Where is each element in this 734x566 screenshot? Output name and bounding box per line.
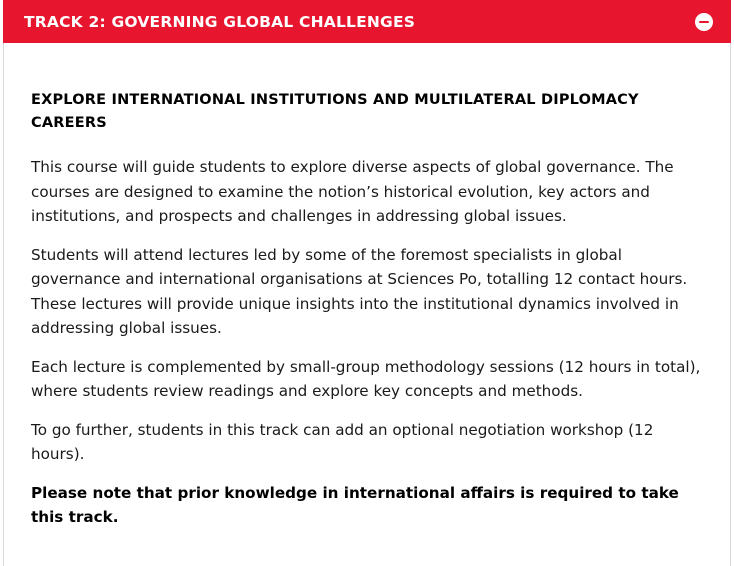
paragraph-methodology: Each lecture is complemented by small-group methodology sessions (12 hours in total), where students review readings and explore key concepts and methods.	[31, 357, 701, 400]
accordion-body	[31, 89, 711, 530]
prerequisite-note: Please note that prior knowledge in international affairs is required to take this track.	[31, 483, 679, 526]
collapse-minus-icon[interactable]	[695, 13, 713, 31]
accordion-title: TRACK 2: GOVERNING GLOBAL CHALLENGES	[24, 12, 416, 31]
paragraph-lectures: Students will attend lectures led by some of the foremost specialists in global governance and international organisations at Sciences Po, totalling 12 contact hours. These lectures will provide unique insights into the institutional dynamics involved in addressing global issues.	[31, 245, 688, 337]
paragraph-workshop: To go further, students in this track can add an optional negotiation workshop (12 hours).	[31, 420, 654, 463]
section-subtitle: EXPLORE INTERNATIONAL INSTITUTIONS AND MULTILATERAL DIPLOMACY CAREERS	[31, 92, 639, 131]
accordion-header[interactable]	[3, 0, 731, 43]
paragraph-intro: This course will guide students to explore diverse aspects of global governance. The courses are designed to examine the notion’s historical evolution, key actors and institutions, and prospects and challenges in addressing global issues.	[31, 158, 674, 225]
track-accordion	[3, 0, 731, 566]
